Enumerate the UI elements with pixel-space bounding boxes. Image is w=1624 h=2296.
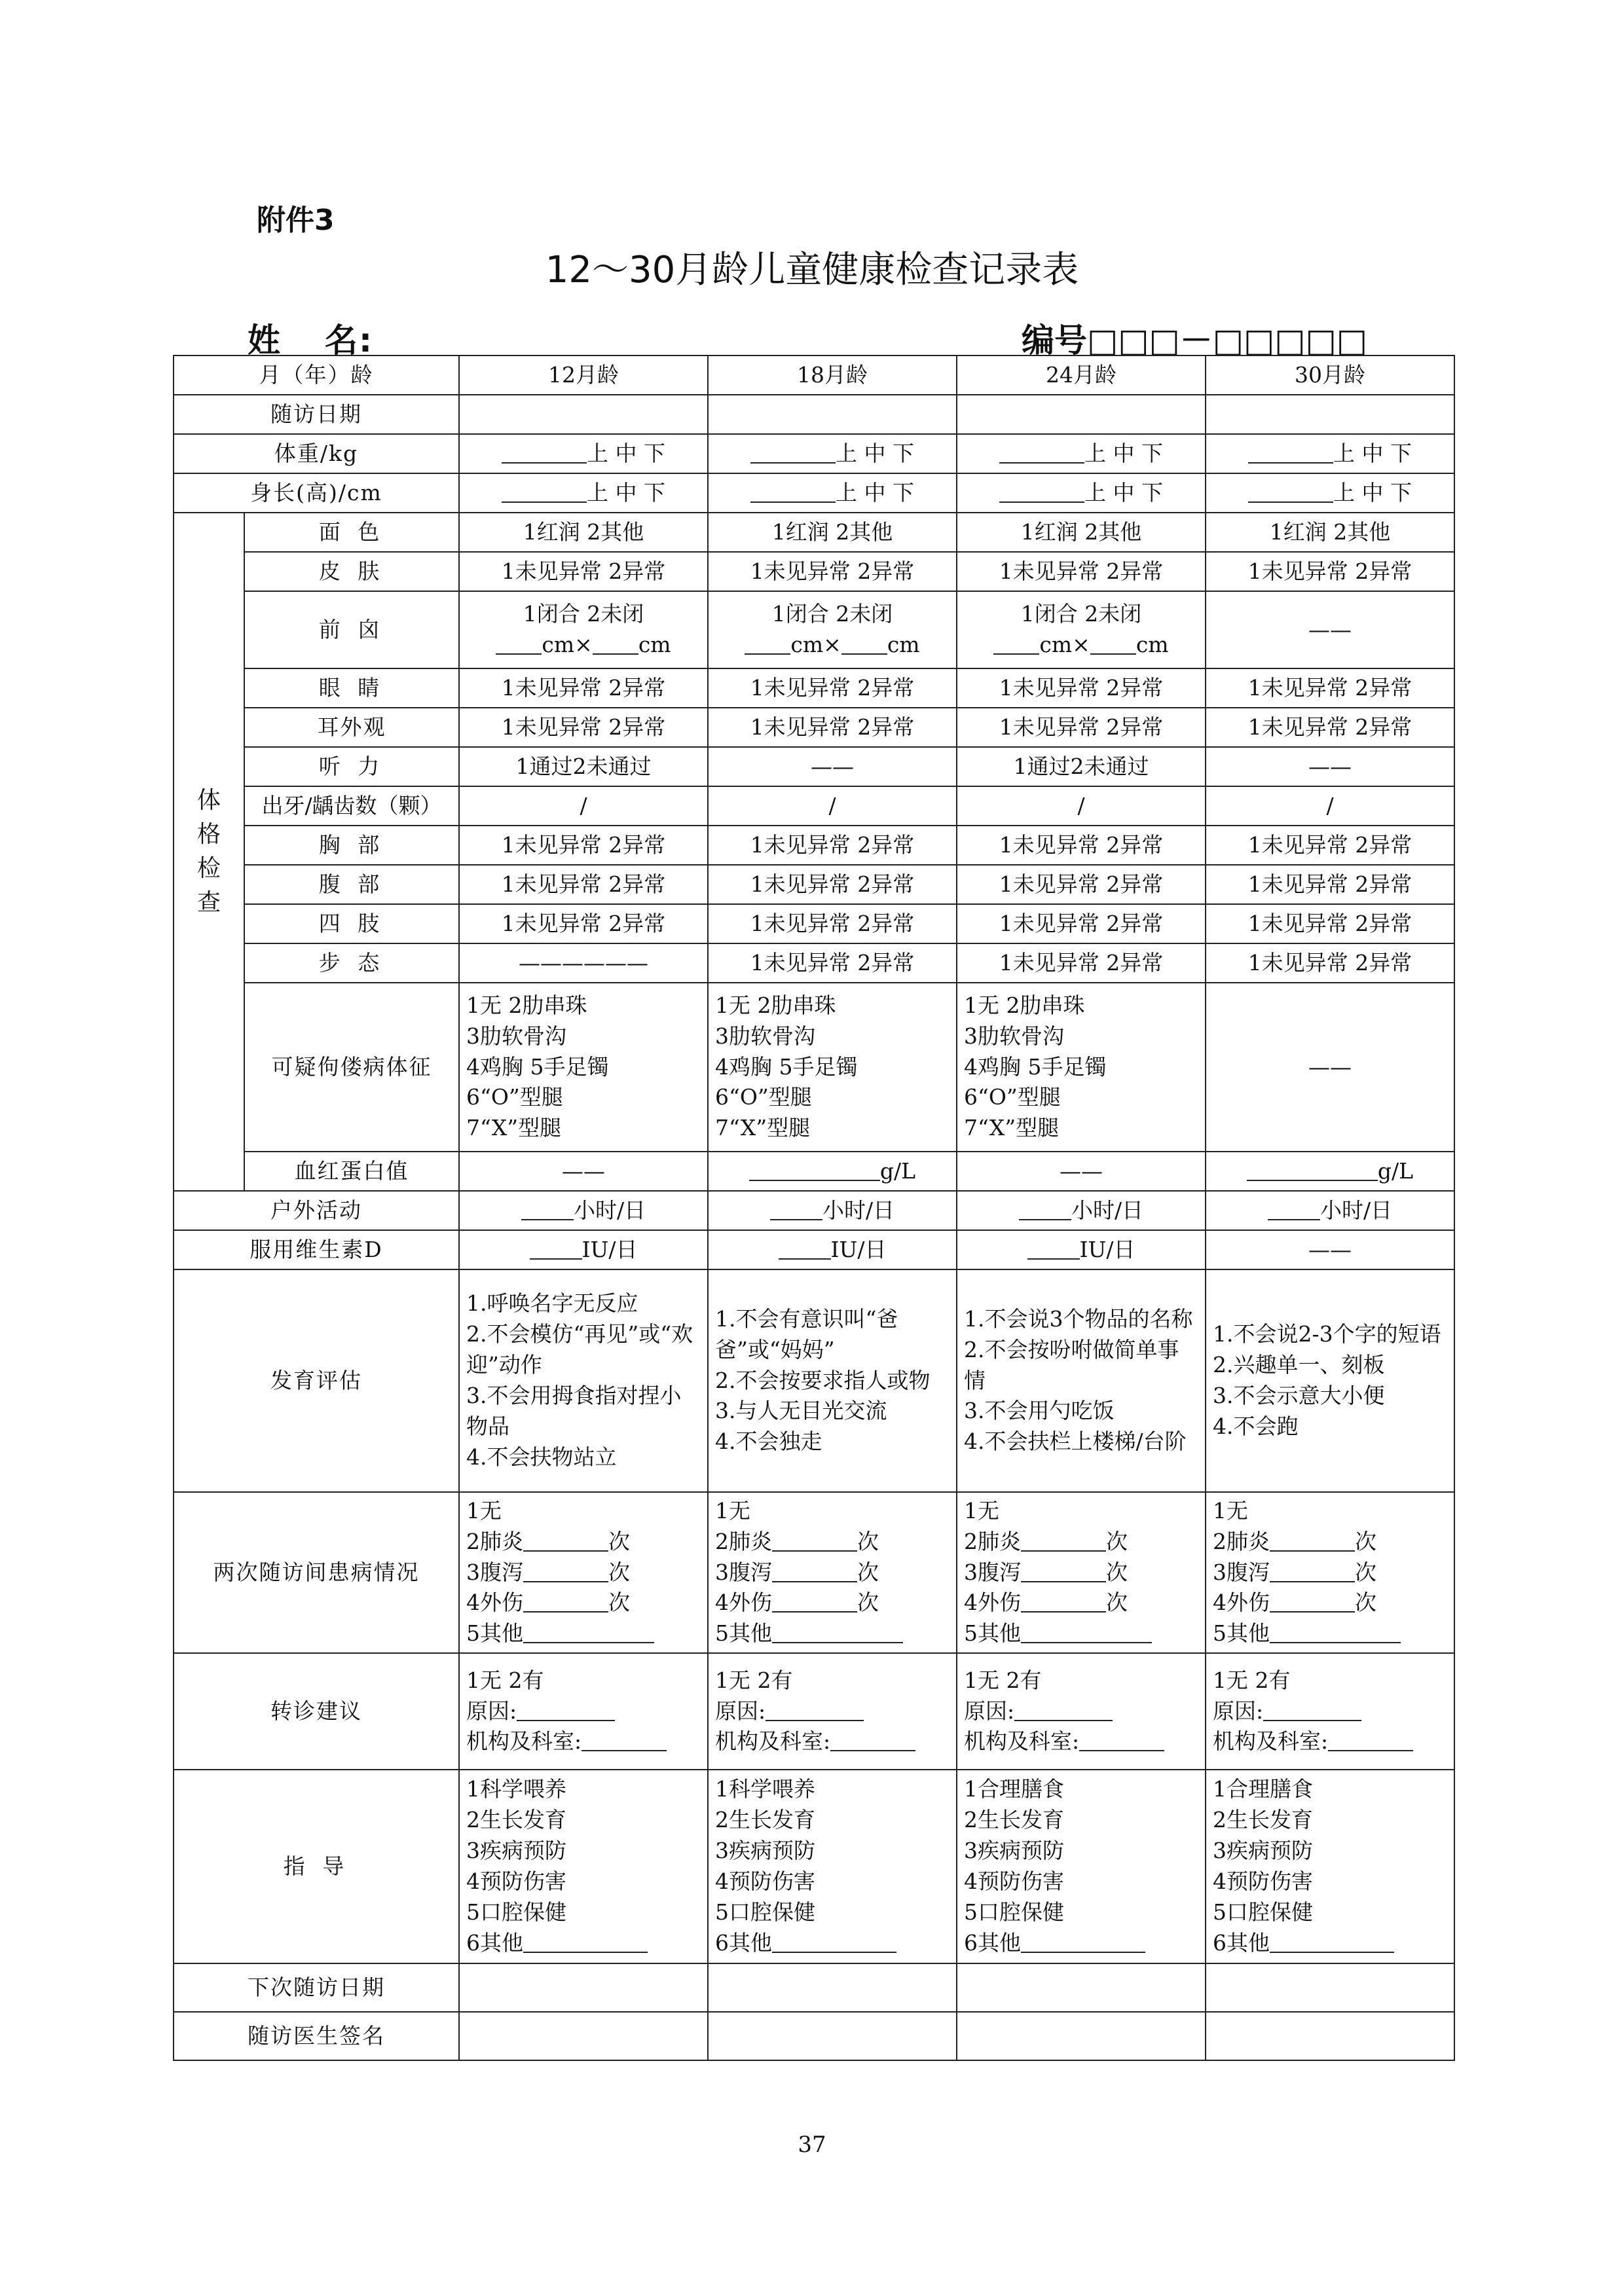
outdoor-12[interactable]: 小时/日 (459, 1191, 708, 1230)
skin-12[interactable]: 1未见异常 2异常 (459, 552, 708, 591)
chest-18[interactable]: 1未见异常 2异常 (708, 826, 957, 865)
doctor-sign-18[interactable] (708, 2012, 957, 2060)
development-24[interactable]: 1.不会说3个物品的名称 2.不会按吩咐做简单事情 3.不会用勺吃饭 4.不会扶栏上楼梯/台阶 (957, 1269, 1206, 1492)
height-18[interactable]: 上 中 下 (708, 473, 957, 513)
gait-row (174, 943, 1454, 983)
hemoglobin-row (174, 1152, 1454, 1191)
form-title: 12～30月龄儿童健康检查记录表 (545, 249, 1079, 291)
ears-12[interactable]: 1未见异常 2异常 (459, 708, 708, 747)
eyes-row (174, 668, 1454, 708)
chest-24[interactable]: 1未见异常 2异常 (957, 826, 1206, 865)
vitamin-d-12[interactable]: IU/日 (459, 1230, 708, 1269)
development-label: 发育评估 (174, 1269, 459, 1492)
complexion-12[interactable]: 1红润 2其他 (459, 513, 708, 552)
complexion-18[interactable]: 1红润 2其他 (708, 513, 957, 552)
height-label: 身长(高)/cm (174, 473, 459, 513)
development-30[interactable]: 1.不会说2-3个字的短语 2.兴趣单一、刻板 3.不会示意大小便 4.不会跑 (1206, 1269, 1454, 1492)
weight-30[interactable]: 上 中 下 (1206, 434, 1454, 473)
visit-date-label: 随访日期 (174, 395, 459, 434)
illness-30[interactable]: 1无 2肺炎 次 3腹泻 次 4外伤 次 5其他 (1206, 1492, 1454, 1653)
limbs-12[interactable]: 1未见异常 2异常 (459, 904, 708, 943)
doctor-sign-row (174, 2012, 1454, 2060)
next-visit-row (174, 1963, 1454, 2012)
guidance-24[interactable]: 1合理膳食 2生长发育 3疾病预防 4预防伤害 5口腔保健 6其他 (957, 1770, 1206, 1963)
weight-label: 体重/kg (174, 434, 459, 473)
referral-30[interactable]: 1无 2有 原因: 机构及科室: (1206, 1653, 1454, 1770)
health-record-table (173, 355, 1455, 2061)
rickets-12[interactable]: 1无 2肋串珠 3肋软骨沟 4鸡胸 5手足镯 6“O”型腿 7“X”型腿 (459, 983, 708, 1152)
next-visit-18[interactable] (708, 1963, 957, 2012)
ears-24[interactable]: 1未见异常 2异常 (957, 708, 1206, 747)
header-row (174, 355, 1454, 395)
rickets-row (174, 983, 1454, 1152)
height-row (174, 473, 1454, 513)
guidance-18[interactable]: 1科学喂养 2生长发育 3疾病预防 4预防伤害 5口腔保健 6其他 (708, 1770, 957, 1963)
doctor-sign-24[interactable] (957, 2012, 1206, 2060)
attachment-label: 附件3 (257, 204, 335, 237)
fontanelle-18[interactable]: 1闭合 2未闭 cm× cm (708, 591, 957, 668)
hemoglobin-label: 血红蛋白值 (244, 1152, 459, 1191)
eyes-12[interactable]: 1未见异常 2异常 (459, 668, 708, 708)
teeth-18[interactable]: / (708, 786, 957, 826)
teeth-row (174, 786, 1454, 826)
hemoglobin-30[interactable]: g/L (1206, 1152, 1454, 1191)
vitamin-d-row (174, 1230, 1454, 1269)
abdomen-label: 腹 部 (244, 865, 459, 904)
illness-24[interactable]: 1无 2肺炎 次 3腹泻 次 4外伤 次 5其他 (957, 1492, 1206, 1653)
skin-18[interactable]: 1未见异常 2异常 (708, 552, 957, 591)
teeth-label: 出牙/龋齿数（颗） (244, 786, 459, 826)
eyes-24[interactable]: 1未见异常 2异常 (957, 668, 1206, 708)
col-18-month: 18月龄 (708, 355, 957, 395)
hemoglobin-24: —— (957, 1152, 1206, 1191)
referral-label: 转诊建议 (174, 1653, 459, 1770)
teeth-12[interactable]: / (459, 786, 708, 826)
development-row (174, 1269, 1454, 1492)
complexion-label: 面 色 (244, 513, 459, 552)
next-visit-label: 下次随访日期 (174, 1963, 459, 2012)
abdomen-24[interactable]: 1未见异常 2异常 (957, 865, 1206, 904)
doctor-sign-12[interactable] (459, 2012, 708, 2060)
complexion-24[interactable]: 1红润 2其他 (957, 513, 1206, 552)
illness-12[interactable]: 1无 2肺炎 次 3腹泻 次 4外伤 次 5其他 (459, 1492, 708, 1653)
limbs-label: 四 肢 (244, 904, 459, 943)
outdoor-24[interactable]: 小时/日 (957, 1191, 1206, 1230)
teeth-30[interactable]: / (1206, 786, 1454, 826)
teeth-24[interactable]: / (957, 786, 1206, 826)
referral-24[interactable]: 1无 2有 原因: 机构及科室: (957, 1653, 1206, 1770)
visit-date-row (174, 395, 1454, 434)
fontanelle-12[interactable]: 1闭合 2未闭 cm× cm (459, 591, 708, 668)
gait-18[interactable]: 1未见异常 2异常 (708, 943, 957, 983)
vitamin-d-label: 服用维生素D (174, 1230, 459, 1269)
hearing-12[interactable]: 1通过2未通过 (459, 747, 708, 786)
next-visit-12[interactable] (459, 1963, 708, 2012)
chest-30[interactable]: 1未见异常 2异常 (1206, 826, 1454, 865)
eyes-30[interactable]: 1未见异常 2异常 (1206, 668, 1454, 708)
guidance-12[interactable]: 1科学喂养 2生长发育 3疾病预防 4预防伤害 5口腔保健 6其他 (459, 1770, 708, 1963)
complexion-row (174, 513, 1454, 552)
skin-30[interactable]: 1未见异常 2异常 (1206, 552, 1454, 591)
fontanelle-label: 前 囟 (244, 591, 459, 668)
referral-12[interactable]: 1无 2有 原因: 机构及科室: (459, 1653, 708, 1770)
physical-exam-group-label: 体 格 检 查 (174, 513, 244, 1191)
next-visit-24[interactable] (957, 1963, 1206, 2012)
chest-row (174, 826, 1454, 865)
height-24[interactable]: 上 中 下 (957, 473, 1206, 513)
name-label-part2: 名: (325, 321, 373, 359)
illness-18[interactable]: 1无 2肺炎 次 3腹泻 次 4外伤 次 5其他 (708, 1492, 957, 1653)
fontanelle-24[interactable]: 1闭合 2未闭 cm× cm (957, 591, 1206, 668)
guidance-label: 指 导 (174, 1770, 459, 1963)
visit-date-18[interactable] (708, 395, 957, 434)
vitamin-d-30: —— (1206, 1230, 1454, 1269)
rickets-24[interactable]: 1无 2肋串珠 3肋软骨沟 4鸡胸 5手足镯 6“O”型腿 7“X”型腿 (957, 983, 1206, 1152)
col-12-month: 12月龄 (459, 355, 708, 395)
limbs-24[interactable]: 1未见异常 2异常 (957, 904, 1206, 943)
visit-date-12[interactable] (459, 395, 708, 434)
abdomen-12[interactable]: 1未见异常 2异常 (459, 865, 708, 904)
illness-row (174, 1492, 1454, 1653)
doctor-sign-label: 随访医生签名 (174, 2012, 459, 2060)
outdoor-row (174, 1191, 1454, 1230)
development-12[interactable]: 1.呼唤名字无反应 2.不会模仿“再见”或“欢迎”动作 3.不会用拇食指对捏小物品 4.不会扶物站立 (459, 1269, 708, 1492)
development-18[interactable]: 1.不会有意识叫“爸爸”或“妈妈” 2.不会按要求指人或物 3.与人无目光交流 4.不会独走 (708, 1269, 957, 1492)
hearing-24[interactable]: 1通过2未通过 (957, 747, 1206, 786)
name-label-part1: 姓 (248, 321, 282, 359)
height-12[interactable]: 上 中 下 (459, 473, 708, 513)
gait-12: —————— (459, 943, 708, 983)
age-header: 月（年）龄 (174, 355, 459, 395)
col-30-month: 30月龄 (1206, 355, 1454, 395)
skin-label: 皮 肤 (244, 552, 459, 591)
hearing-18: —— (708, 747, 957, 786)
eyes-18[interactable]: 1未见异常 2异常 (708, 668, 957, 708)
col-24-month: 24月龄 (957, 355, 1206, 395)
visit-date-30[interactable] (1206, 395, 1454, 434)
visit-date-24[interactable] (957, 395, 1206, 434)
fontanelle-row (174, 591, 1454, 668)
eyes-label: 眼 睛 (244, 668, 459, 708)
weight-12[interactable]: 上 中 下 (459, 434, 708, 473)
ears-18[interactable]: 1未见异常 2异常 (708, 708, 957, 747)
height-30[interactable]: 上 中 下 (1206, 473, 1454, 513)
ears-30[interactable]: 1未见异常 2异常 (1206, 708, 1454, 747)
rickets-30: —— (1206, 983, 1454, 1152)
skin-row (174, 552, 1454, 591)
referral-18[interactable]: 1无 2有 原因: 机构及科室: (708, 1653, 957, 1770)
vitamin-d-24[interactable]: IU/日 (957, 1230, 1206, 1269)
complexion-30[interactable]: 1红润 2其他 (1206, 513, 1454, 552)
hemoglobin-18[interactable]: g/L (708, 1152, 957, 1191)
rickets-label: 可疑佝偻病体征 (244, 983, 459, 1152)
hearing-label: 听 力 (244, 747, 459, 786)
skin-24[interactable]: 1未见异常 2异常 (957, 552, 1206, 591)
gait-30[interactable]: 1未见异常 2异常 (1206, 943, 1454, 983)
limbs-row (174, 904, 1454, 943)
fontanelle-30: —— (1206, 591, 1454, 668)
weight-18[interactable]: 上 中 下 (708, 434, 957, 473)
outdoor-30[interactable]: 小时/日 (1206, 1191, 1454, 1230)
ears-label: 耳外观 (244, 708, 459, 747)
gait-label: 步 态 (244, 943, 459, 983)
referral-row (174, 1653, 1454, 1770)
next-visit-30[interactable] (1206, 1963, 1454, 2012)
outdoor-label: 户外活动 (174, 1191, 459, 1230)
weight-row (174, 434, 1454, 473)
vitamin-d-18[interactable]: IU/日 (708, 1230, 957, 1269)
page-number: 37 (798, 2132, 826, 2158)
hearing-row (174, 747, 1454, 786)
illness-label: 两次随访间患病情况 (174, 1492, 459, 1653)
abdomen-18[interactable]: 1未见异常 2异常 (708, 865, 957, 904)
guidance-row (174, 1770, 1454, 1963)
ears-row (174, 708, 1454, 747)
abdomen-row (174, 865, 1454, 904)
gait-24[interactable]: 1未见异常 2异常 (957, 943, 1206, 983)
hemoglobin-12: —— (459, 1152, 708, 1191)
chest-12[interactable]: 1未见异常 2异常 (459, 826, 708, 865)
chest-label: 胸 部 (244, 826, 459, 865)
limbs-18[interactable]: 1未见异常 2异常 (708, 904, 957, 943)
abdomen-30[interactable]: 1未见异常 2异常 (1206, 865, 1454, 904)
hearing-30: —— (1206, 747, 1454, 786)
weight-24[interactable]: 上 中 下 (957, 434, 1206, 473)
serial-number-label: 编号□□□－□□□□□ (1022, 321, 1367, 359)
doctor-sign-30[interactable] (1206, 2012, 1454, 2060)
outdoor-18[interactable]: 小时/日 (708, 1191, 957, 1230)
rickets-18[interactable]: 1无 2肋串珠 3肋软骨沟 4鸡胸 5手足镯 6“O”型腿 7“X”型腿 (708, 983, 957, 1152)
guidance-30[interactable]: 1合理膳食 2生长发育 3疾病预防 4预防伤害 5口腔保健 6其他 (1206, 1770, 1454, 1963)
limbs-30[interactable]: 1未见异常 2异常 (1206, 904, 1454, 943)
